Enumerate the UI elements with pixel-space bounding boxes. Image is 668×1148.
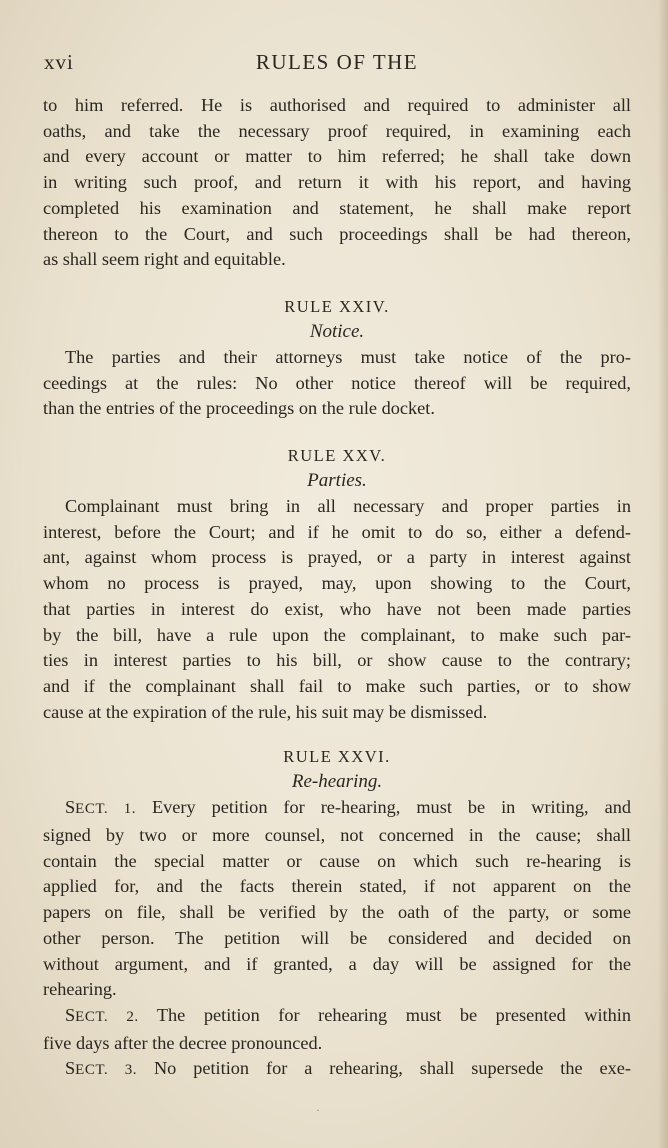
section-first-line xyxy=(43,1003,631,1031)
continuation-paragraph xyxy=(43,93,631,273)
rule-subheading: Parties. xyxy=(307,470,367,492)
running-head xyxy=(44,50,630,78)
text-line: ceedings at the rules: No other notice thereof will be required, xyxy=(43,372,631,393)
text-line: and if the complainant shall fail to make such parties, or to show xyxy=(43,675,631,696)
rule-xxv xyxy=(43,444,631,725)
rule-heading: RULE XXIV. xyxy=(284,296,390,316)
text-line: and every account or matter to him referred; he shall take down xyxy=(43,146,631,167)
section-text: No petition for a rehearing, shall supersede the exe- xyxy=(153,1058,631,1079)
page-edge-shadow xyxy=(658,0,668,1148)
section-text: The petition for rehearing must be presented within xyxy=(156,1004,631,1025)
text-line: in writing such proof, and return it with his report, and having xyxy=(43,172,631,193)
section-label: ECT. 3. xyxy=(75,1062,137,1079)
text-line: cause at the expiration of the rule, his suit may be dismissed. xyxy=(43,701,488,722)
text-line: by the bill, have a rule upon the complainant, to make such par- xyxy=(43,624,631,645)
text-line: whom no process is prayed, may, upon showing to the Court, xyxy=(43,573,631,594)
text-line: oaths, and take the necessary proof required, in examining each xyxy=(43,120,631,141)
text-line: than the entries of the proceedings on the rule docket. xyxy=(43,398,435,419)
text-line: interest, before the Court; and if he omit to do so, either a defend- xyxy=(43,521,631,542)
section-label-cap: S xyxy=(65,1058,76,1079)
section-2 xyxy=(43,1003,631,1056)
text-line: five days after the decree pronounced. xyxy=(43,1032,323,1053)
text-line: rehearing. xyxy=(43,979,117,1000)
rule-xxiv xyxy=(43,295,631,422)
rule-subheading: Re-hearing. xyxy=(291,771,383,793)
text-line: other person. The petition will be considered and decided on xyxy=(43,927,631,948)
text-line: that parties in interest do exist, who have not been made parties xyxy=(43,598,631,619)
rule-subheading: Notice. xyxy=(309,320,365,342)
section-label: ECT. 1. xyxy=(75,801,137,818)
text-line: to him referred. He is authorised and required to administer all xyxy=(43,95,631,115)
section-first-line xyxy=(43,795,631,823)
text-line: thereon to the Court, and such proceedings shall be had thereon, xyxy=(43,223,631,244)
text-line: completed his examination and statement, he shall make report xyxy=(43,197,631,218)
paper-speck-icon: · xyxy=(316,1103,320,1117)
rule-xxvi xyxy=(43,745,631,1084)
rule-heading: RULE XXV. xyxy=(287,446,387,466)
page-number: xvi xyxy=(44,50,74,74)
text-line: papers on file, shall be verified by the oath of the party, or some xyxy=(43,902,631,923)
text-line: contain the special matter or cause on which such re-hearing is xyxy=(43,850,631,871)
section-text: Every petition for re-hearing, must be in writing, and xyxy=(152,797,631,818)
text-line: ant, against whom process is prayed, or a party in interest against xyxy=(43,547,631,568)
section-label-cap: S xyxy=(65,797,76,818)
text-line: ties in interest parties to his bill, or show cause to the contrary; xyxy=(43,650,631,671)
text-line: without argument, and if granted, a day will be assigned for the xyxy=(43,953,631,974)
section-1 xyxy=(43,795,631,1003)
rule-heading: RULE XXVI. xyxy=(283,747,391,767)
section-first-line xyxy=(43,1056,631,1084)
running-title: RULES OF THE xyxy=(255,50,419,74)
page-body xyxy=(43,93,631,1084)
text-line: as shall seem right and equitable. xyxy=(43,249,286,270)
section-label-cap: S xyxy=(65,1004,76,1025)
text-line: applied for, and the facts therein stated, if not apparent on the xyxy=(43,876,631,897)
section-label: ECT. 2. xyxy=(75,1008,139,1025)
text-line: signed by two or more counsel, not concerned in the cause; shall xyxy=(43,825,631,846)
section-3 xyxy=(43,1056,631,1084)
text-line: The parties and their attorneys must take notice of the pro- xyxy=(65,346,631,367)
text-line: Complainant must bring in all necessary and proper parties in xyxy=(65,496,631,517)
